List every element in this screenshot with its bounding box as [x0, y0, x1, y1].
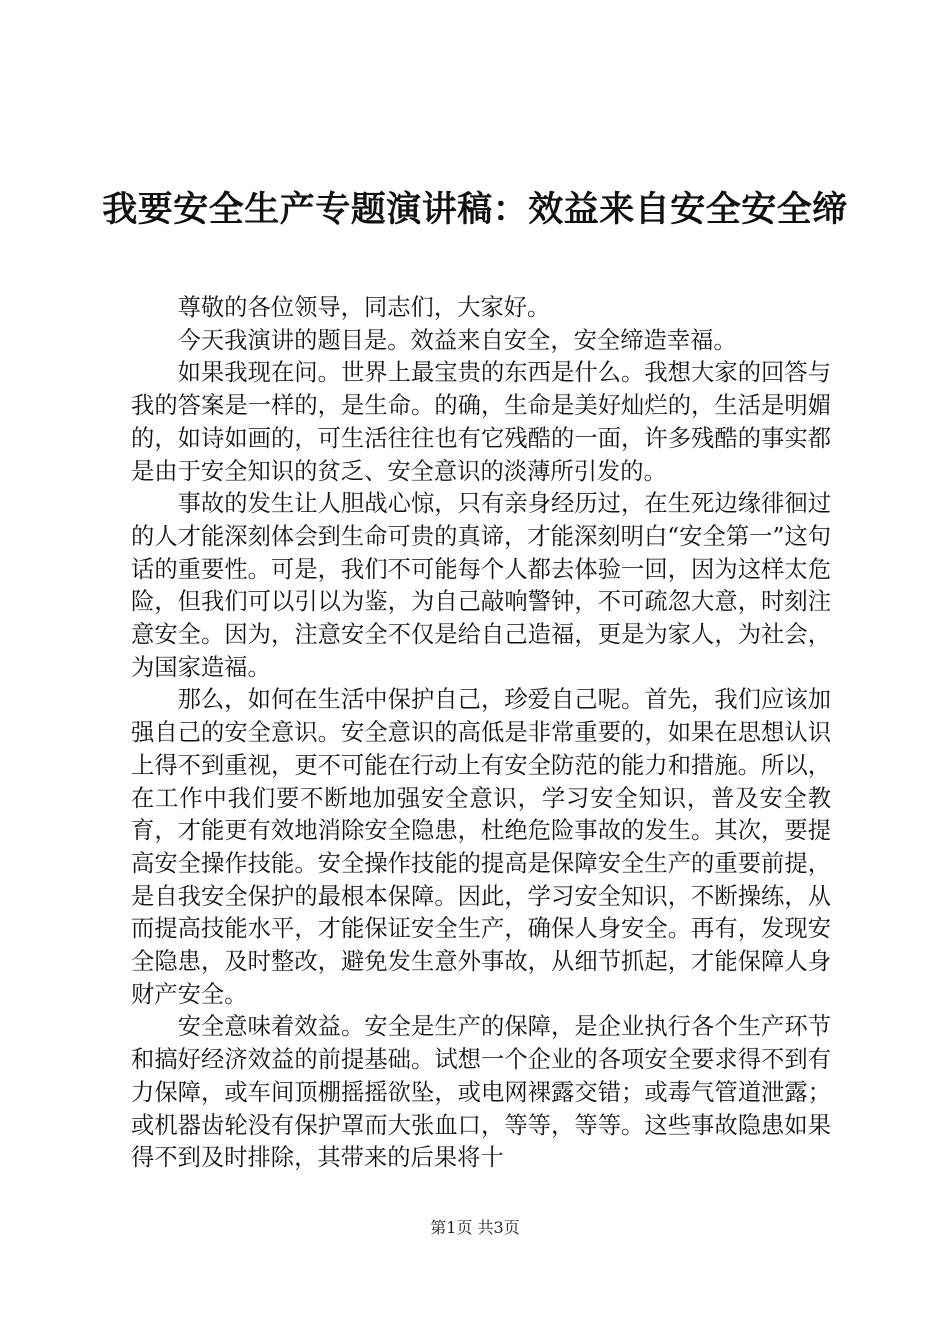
paragraph: 那么，如何在生活中保护自己，珍爱自己呢。首先，我们应该加强自己的安全意识。安全意识的高低是非常重要的，如果在思想认识上得不到重视，更不可能在行动上有安全防范的能力和措施。所以，在工作中我们要不断地加强安全意识，学习安全知识，普及安全教育，才能更有效地消除安全隐患，杜绝危险事故的发生。其次，要提高安全操作技能。安全操作技能的提高是保障安全生产的重要前提，是自我安全保护的最根本保障。因此，学习安全知识，不断操练，从而提高技能水平，才能保证安全生产，确保人身安全。再有，发现安全隐患，及时整改，避免发生意外事故，从细节抓起，才能保障人身财产安全。: [131, 686, 831, 1008]
page-footer: 第1页 共3页: [430, 1218, 520, 1237]
paragraph: 如果我现在问。世界上最宝贵的东西是什么。我想大家的回答与我的答案是一样的，是生命。的确，生命是美好灿烂的，生活是明媚的，如诗如画的，可生活往往也有它残酷的一面，许多残酷的事实都是由于安全知识的贫乏、安全意识的淡薄所引发的。: [131, 359, 831, 485]
paragraph: 安全意味着效益。安全是生产的保障，是企业执行各个生产环节和搞好经济效益的前提基础。试想一个企业的各项安全要求得不到有力保障，或车间顶棚摇摇欲坠，或电网裸露交错；或毒气管道泄露；或机器齿轮没有保护罩而大张血口，等等，等等。这些事故隐患如果得不到及时排除，其带来的后果将十: [131, 1013, 831, 1172]
paragraph: 今天我演讲的题目是。效益来自安全，安全缔造幸福。: [177, 326, 737, 354]
document-title: 我要安全生产专题演讲稿：效益来自安全安全缔: [102, 189, 848, 230]
document-body: [131, 292, 831, 1175]
paragraph: 事故的发生让人胆战心惊，只有亲身经历过，在生死边缘徘徊过的人才能深刻体会到生命可贵的真谛，才能深刻明白“安全第一”这句话的重要性。可是，我们不可能每个人都去体验一回，因为这样太危险，但我们可以引以为鉴，为自己敲响警钟，不可疏忽大意，时刻注意安全。因为，注意安全不仅是给自己造福，更是为家人，为社会，为国家造福。: [131, 490, 831, 681]
paragraph: 尊敬的各位领导，同志们，大家好。: [177, 294, 551, 321]
